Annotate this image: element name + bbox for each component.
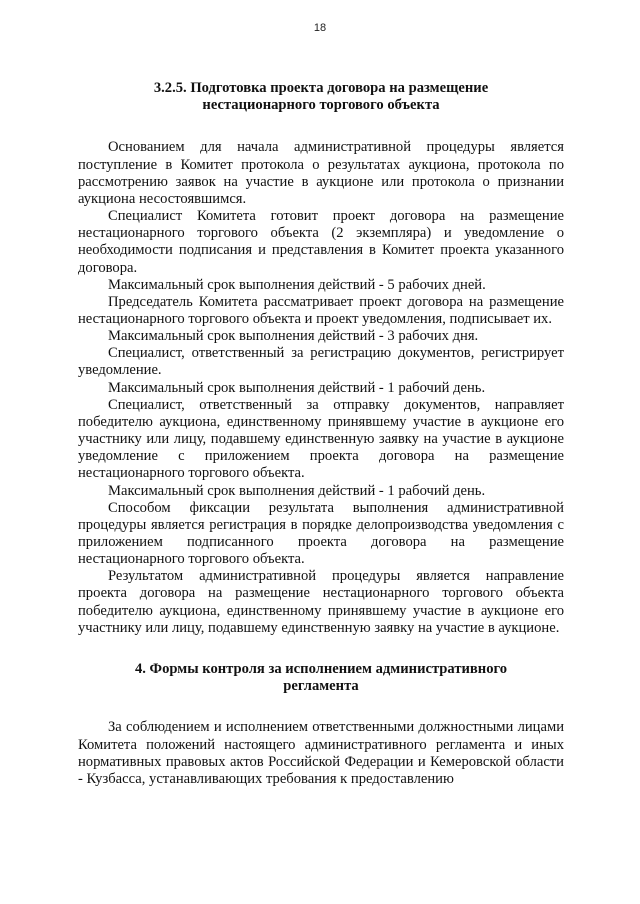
- paragraph: Специалист, ответственный за отправку документов, направляет победителю аукциона, единственному принявшему участие в аукционе его участнику или лицу, подавшему единственную заявку на участие в аукционе уведомление с приложением проекта договора на размещение нестационарного торгового объекта.: [78, 396, 564, 482]
- paragraph: Максимальный срок выполнения действий - 1 рабочий день.: [108, 379, 486, 396]
- paragraph: Специалист Комитета готовит проект договора на размещение нестационарного торгового объекта (2 экземпляра) и уведомление о необходимости подписания и представления в Комитет проекта указанного договора.: [78, 208, 564, 276]
- paragraph: Максимальный срок выполнения действий - 5 рабочих дней.: [108, 276, 486, 293]
- section-3-2-5-body: [78, 139, 564, 637]
- paragraph: Председатель Комитета рассматривает проект договора на размещение нестационарного торгового объекта и проект уведомления, подписывает их.: [78, 293, 564, 327]
- section-3-2-5-heading: [78, 80, 564, 114]
- heading-line: 3.2.5. Подготовка проекта договора на размещение: [153, 80, 489, 96]
- paragraph: Максимальный срок выполнения действий - 3 рабочих дня.: [108, 328, 479, 345]
- section-4-body: [78, 719, 564, 788]
- heading-line: 4. Формы контроля за исполнением административного: [134, 660, 508, 677]
- heading-line: нестационарного торгового объекта: [202, 97, 440, 114]
- paragraph: Способом фиксации результата выполнения административной процедуры является регистрация в порядке делопроизводства уведомления с приложением подписанного проекта договора на размещение нестационарного торгового объекта.: [78, 499, 564, 568]
- heading-line: регламента: [283, 678, 359, 695]
- section-4-heading: [78, 661, 564, 695]
- paragraph: Специалист, ответственный за регистрацию документов, регистрирует уведомление.: [78, 345, 564, 379]
- paragraph: Результатом административной процедуры является направление проекта договора на размещение нестационарного торгового объекта победителю аукциона, единственному принявшему участие в аукционе его участнику или лицу, подавшему единственную заявку на участие в аукционе.: [78, 568, 564, 636]
- page-number: 18: [313, 22, 327, 34]
- paragraph: Максимальный срок выполнения действий - 1 рабочий день.: [108, 482, 486, 499]
- paragraph: Основанием для начала административной процедуры является поступление в Комитет протокола о результатах аукциона, протокола по рассмотрению заявок на участие в аукционе или протокола о признании аукциона несостоявшимся.: [78, 139, 564, 207]
- paragraph: За соблюдением и исполнением ответственными должностными лицами Комитета положений настоящего административного регламента и иных нормативных правовых актов Российской Федерации и Кемеровской области - Кузбасса, устанавливающих требования к предоставлению: [78, 719, 564, 787]
- page-content: [78, 80, 564, 788]
